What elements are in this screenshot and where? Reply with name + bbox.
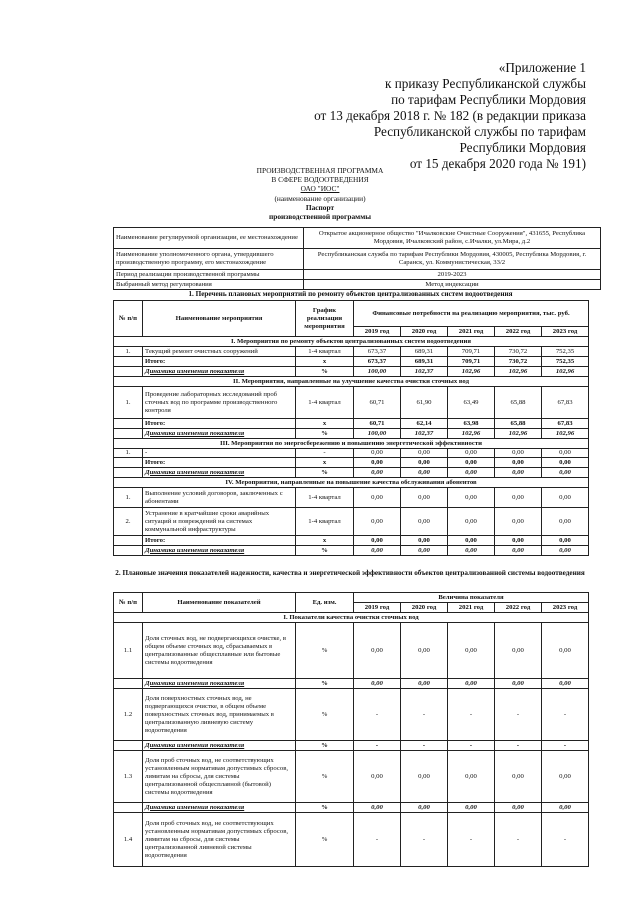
program-heading: [0, 166, 640, 221]
row-name: Динамика изменения показателя: [143, 367, 296, 377]
row-value: 0,00: [495, 536, 542, 546]
section-row: [114, 613, 589, 623]
table-row: [114, 508, 589, 536]
passport-label: Выбранный метод регулирования: [114, 280, 304, 290]
row-value: 100,00: [354, 367, 401, 377]
dynamics-row: [114, 367, 589, 377]
row-value: 0,00: [542, 488, 589, 508]
table-row: [114, 689, 589, 741]
row-name: Итого:: [143, 357, 296, 367]
table-row: [114, 751, 589, 803]
row-value: 673,37: [354, 357, 401, 367]
row-value: 102,96: [495, 367, 542, 377]
row-value: 0,00: [401, 488, 448, 508]
row-value: 0,00: [448, 751, 495, 803]
row-num: [114, 546, 143, 556]
row-unit: %: [296, 623, 354, 679]
table-row: [114, 623, 589, 679]
passport-row: [114, 228, 601, 249]
row-schedule: 1-4 квартал: [296, 347, 354, 357]
row-schedule: -: [296, 449, 354, 458]
row-value: 0,00: [495, 488, 542, 508]
total-row: [114, 458, 589, 468]
row-value: 63,98: [448, 419, 495, 429]
row-value: 730,72: [495, 347, 542, 357]
table-row: [114, 347, 589, 357]
row-value: 0,00: [542, 679, 589, 689]
row-num: 1.3: [114, 751, 143, 803]
row-schedule: x: [296, 419, 354, 429]
total-row: [114, 357, 589, 367]
row-value: -: [495, 741, 542, 751]
header-num: № п/п: [114, 301, 143, 337]
row-value: 752,35: [542, 357, 589, 367]
row-value: 0,00: [401, 623, 448, 679]
header-year: 2021 год: [448, 327, 495, 337]
dynamics-row: [114, 429, 589, 439]
row-value: 102,96: [495, 429, 542, 439]
row-value: -: [401, 813, 448, 867]
table-header-row: [114, 593, 589, 603]
row-value: 0,00: [542, 751, 589, 803]
row-num: 1.4: [114, 813, 143, 867]
row-unit: %: [296, 689, 354, 741]
row-num: [114, 367, 143, 377]
row-name: Итого:: [143, 419, 296, 429]
appendix-line: Республики Мордовия: [459, 140, 586, 155]
measures-title: 1. Перечень плановых мероприятий по ремонту объектов централизованных систем водоотведения: [188, 290, 513, 298]
passport-label: Период реализации производственной программы: [114, 270, 304, 280]
row-num: 1.2: [114, 689, 143, 741]
header-year: 2023 год: [542, 327, 589, 337]
row-value: -: [401, 689, 448, 741]
row-value: 0,00: [542, 508, 589, 536]
dynamics-row: [114, 468, 589, 478]
section-title: II. Мероприятия, направленные на улучшение качества очистки сточных вод: [114, 377, 589, 387]
row-value: 60,71: [354, 387, 401, 419]
row-value: -: [448, 689, 495, 741]
row-value: 102,37: [401, 367, 448, 377]
organization-note: (наименование организации): [274, 193, 366, 203]
row-name: Доля проб сточных вод, не соответствующих установленным нормативам допустимых сбросов, лимитам на сбросы, для системы централизованной общесплавной (бытовой) системы водоотведения: [143, 751, 296, 803]
row-value: 0,00: [401, 468, 448, 478]
table-row: [114, 488, 589, 508]
row-value: 0,00: [354, 679, 401, 689]
row-name: Динамика изменения показателя: [143, 468, 296, 478]
row-value: -: [448, 813, 495, 867]
header-name: Наименование мероприятия: [143, 301, 296, 337]
row-value: 0,00: [542, 458, 589, 468]
section-row: [114, 377, 589, 387]
row-num: 1.: [114, 387, 143, 419]
row-value: 0,00: [354, 751, 401, 803]
row-value: -: [354, 741, 401, 751]
row-value: -: [542, 689, 589, 741]
section-title: I. Мероприятия по ремонту объектов централизованных систем водоотведения: [114, 337, 589, 347]
row-schedule: x: [296, 458, 354, 468]
row-name: Доля поверхностных сточных вод, не подвергающихся очистке, в общем объеме поверхностных сточных вод, принимаемых в централизованную ливневую систему водоотведения: [143, 689, 296, 741]
row-value: 0,00: [401, 449, 448, 458]
row-value: 0,00: [495, 449, 542, 458]
row-value: 673,37: [354, 347, 401, 357]
passport-value: Открытое акционерное общество "Ичалковские Очистные Сооружения", 431655, Республика Мордовия, Ичалковский район, с.Ичалки, ул.Мира, д.2: [304, 228, 601, 249]
row-schedule: x: [296, 357, 354, 367]
row-value: 0,00: [448, 508, 495, 536]
row-value: 0,00: [448, 458, 495, 468]
row-value: 0,00: [495, 546, 542, 556]
row-value: 0,00: [495, 623, 542, 679]
row-value: 102,37: [401, 429, 448, 439]
row-value: 0,00: [542, 468, 589, 478]
row-value: 0,00: [448, 623, 495, 679]
row-num: [114, 803, 143, 813]
row-value: 0,00: [354, 536, 401, 546]
row-value: 0,00: [542, 536, 589, 546]
row-name: Динамика изменения показателя: [143, 429, 296, 439]
row-schedule: %: [296, 546, 354, 556]
row-value: 689,31: [401, 357, 448, 367]
section-title: III. Мероприятия по энергосбережению и повышению энергетической эффективности: [114, 439, 589, 449]
row-unit: %: [296, 813, 354, 867]
row-value: 0,00: [354, 803, 401, 813]
row-value: 0,00: [495, 751, 542, 803]
row-value: 0,00: [401, 751, 448, 803]
row-value: 0,00: [354, 546, 401, 556]
row-value: -: [542, 741, 589, 751]
row-unit: %: [296, 741, 354, 751]
header-unit: Ед. изм.: [296, 593, 354, 613]
row-unit: %: [296, 751, 354, 803]
appendix-line: Республиканской службы по тарифам: [373, 124, 586, 139]
row-name: Доля проб сточных вод, не соответствующих установленным нормативам допустимых сбросов, лимитам на сбросы, для системы централизованной ливневой системы водоотведения: [143, 813, 296, 867]
header-value: Величина показателя: [354, 593, 589, 603]
header-year: 2019 год: [354, 603, 401, 613]
passport-value: 2019-2023: [304, 270, 601, 280]
row-value: -: [495, 813, 542, 867]
row-value: 0,00: [542, 546, 589, 556]
row-name: Выполнение условий договоров, заключенных с абонентами: [143, 488, 296, 508]
dynamics-row: [114, 546, 589, 556]
row-num: 2.: [114, 508, 143, 536]
row-value: 0,00: [542, 449, 589, 458]
row-value: 0,00: [401, 508, 448, 536]
row-value: 0,00: [495, 508, 542, 536]
row-value: 65,88: [495, 387, 542, 419]
header-schedule: График реализации мероприятия: [296, 301, 354, 337]
row-name: Динамика изменения показателя: [143, 741, 296, 751]
row-value: -: [354, 689, 401, 741]
section-row: [114, 478, 589, 488]
row-value: 0,00: [495, 458, 542, 468]
row-num: [114, 468, 143, 478]
section-row: [114, 439, 589, 449]
row-value: 0,00: [448, 803, 495, 813]
header-year: 2019 год: [354, 327, 401, 337]
program-subtitle: В СФЕРЕ ВОДООТВЕДЕНИЯ: [271, 175, 369, 185]
passport-subtitle: производственной программы: [268, 212, 372, 222]
header-year: 2022 год: [495, 603, 542, 613]
row-value: 62,14: [401, 419, 448, 429]
header-year: 2021 год: [448, 603, 495, 613]
row-value: -: [401, 741, 448, 751]
header-name: Наименование показателей: [143, 593, 296, 613]
appendix-header: [300, 60, 586, 172]
row-name: Устранение в кратчайшие сроки аварийных ситуаций и повреждений на системах коммунальной инфраструктуры: [143, 508, 296, 536]
row-schedule: x: [296, 536, 354, 546]
row-value: 0,00: [401, 546, 448, 556]
row-value: -: [495, 689, 542, 741]
row-value: -: [354, 813, 401, 867]
row-num: 1.: [114, 347, 143, 357]
passport-label: Наименование регулируемой организации, ее местонахождение: [114, 228, 304, 249]
row-value: -: [448, 741, 495, 751]
appendix-line: от 13 декабря 2018 г. № 182 (в редакции приказа: [314, 108, 586, 123]
row-value: 0,00: [401, 803, 448, 813]
row-num: [114, 419, 143, 429]
row-name: -: [143, 449, 296, 458]
row-value: 0,00: [448, 449, 495, 458]
table-row: [114, 449, 589, 458]
row-value: 0,00: [542, 803, 589, 813]
row-num: 1.: [114, 449, 143, 458]
row-value: 0,00: [542, 623, 589, 679]
table-row: [114, 387, 589, 419]
appendix-line: к приказу Республиканской службы: [384, 76, 586, 91]
row-value: 61,90: [401, 387, 448, 419]
row-name: Динамика изменения показателя: [143, 546, 296, 556]
row-schedule: 1-4 квартал: [296, 508, 354, 536]
table-header-row: [114, 301, 589, 327]
row-value: 709,71: [448, 357, 495, 367]
row-value: 730,72: [495, 357, 542, 367]
row-value: -: [542, 813, 589, 867]
section-title: IV. Мероприятия, направленные на повышение качества обслуживания абонентов: [114, 478, 589, 488]
row-name: Итого:: [143, 536, 296, 546]
passport-row: [114, 270, 601, 280]
section-row: [114, 337, 589, 347]
row-num: [114, 357, 143, 367]
dynamics-row: [114, 803, 589, 813]
measures-table: [113, 300, 589, 556]
passport-table: [113, 227, 601, 290]
indicators-table: [113, 592, 589, 867]
dynamics-row: [114, 741, 589, 751]
row-value: 0,00: [354, 508, 401, 536]
row-value: 0,00: [354, 623, 401, 679]
passport-label: Наименование уполномоченного органа, утвердившего производственную программу, его местонахождение: [114, 249, 304, 270]
row-schedule: 1-4 квартал: [296, 387, 354, 419]
row-value: 63,49: [448, 387, 495, 419]
row-value: 0,00: [448, 536, 495, 546]
row-name: Динамика изменения показателя: [143, 803, 296, 813]
header-year: 2020 год: [401, 327, 448, 337]
total-row: [114, 419, 589, 429]
passport-value: Метод индексации: [304, 280, 601, 290]
header-year: 2020 год: [401, 603, 448, 613]
section-title: I. Показатели качества очистки сточных вод: [114, 613, 589, 623]
table-row: [114, 813, 589, 867]
dynamics-row: [114, 679, 589, 689]
row-num: [114, 458, 143, 468]
row-value: 709,71: [448, 347, 495, 357]
passport-value: Республиканская служба по тарифам Республики Мордовия, 430005, Республика Мордовия, г. Саранск, ул. Коммунистическая, 33/2: [304, 249, 601, 270]
row-value: 100,00: [354, 429, 401, 439]
row-value: 689,31: [401, 347, 448, 357]
row-num: [114, 741, 143, 751]
row-value: 102,96: [448, 429, 495, 439]
row-num: [114, 429, 143, 439]
row-value: 0,00: [448, 488, 495, 508]
passport-row: [114, 280, 601, 290]
header-num: № п/п: [114, 593, 143, 613]
row-value: 0,00: [448, 546, 495, 556]
header-year: 2022 год: [495, 327, 542, 337]
row-schedule: %: [296, 468, 354, 478]
row-name: Динамика изменения показателя: [143, 679, 296, 689]
row-num: [114, 679, 143, 689]
row-name: Доля сточных вод, не подвергающихся очистке, в общем объеме сточных вод, сбрасываемых в централизованные общесплавные или бытовые системы водоотведения: [143, 623, 296, 679]
row-value: 0,00: [495, 679, 542, 689]
row-num: 1.: [114, 488, 143, 508]
row-schedule: %: [296, 429, 354, 439]
header-year: 2023 год: [542, 603, 589, 613]
total-row: [114, 536, 589, 546]
row-value: 0,00: [448, 468, 495, 478]
appendix-line: от 15 декабря 2020 года № 191): [409, 156, 586, 171]
row-value: 60,71: [354, 419, 401, 429]
row-value: 0,00: [354, 458, 401, 468]
row-value: 65,88: [495, 419, 542, 429]
row-value: 0,00: [354, 488, 401, 508]
row-value: 0,00: [401, 458, 448, 468]
row-value: 0,00: [401, 536, 448, 546]
row-num: 1.1: [114, 623, 143, 679]
row-value: 102,96: [448, 367, 495, 377]
row-num: [114, 536, 143, 546]
appendix-line: по тарифам Республики Мордовия: [391, 92, 586, 107]
row-schedule: 1-4 квартал: [296, 488, 354, 508]
row-unit: %: [296, 679, 354, 689]
row-name: Проведение лабораторных исследований проб сточных вод по программе производственного контроля: [143, 387, 296, 419]
organization-name: ОАО "ИОС": [300, 184, 340, 194]
header-financial: Финансовые потребности на реализацию мероприятия, тыс. руб.: [354, 301, 589, 327]
row-value: 67,83: [542, 419, 589, 429]
row-value: 0,00: [448, 679, 495, 689]
row-name: Итого:: [143, 458, 296, 468]
row-value: 0,00: [401, 679, 448, 689]
program-title: ПРОИЗВОДСТВЕННАЯ ПРОГРАММА: [256, 166, 384, 175]
passport-row: [114, 249, 601, 270]
passport-title: Паспорт: [305, 202, 335, 212]
row-unit: %: [296, 803, 354, 813]
row-name: Текущий ремонт очистных сооружений: [143, 347, 296, 357]
indicators-title: 2. Плановые значения показателей надежности, качества и энергетической эффективности объектов централизованной системы водоотведения: [115, 569, 585, 577]
row-value: 0,00: [354, 449, 401, 458]
row-value: 0,00: [495, 803, 542, 813]
row-value: 102,96: [542, 367, 589, 377]
row-schedule: %: [296, 367, 354, 377]
row-value: 752,35: [542, 347, 589, 357]
appendix-line: «Приложение 1: [498, 60, 586, 75]
row-value: 67,83: [542, 387, 589, 419]
row-value: 102,96: [542, 429, 589, 439]
row-value: 0,00: [354, 468, 401, 478]
row-value: 0,00: [495, 468, 542, 478]
